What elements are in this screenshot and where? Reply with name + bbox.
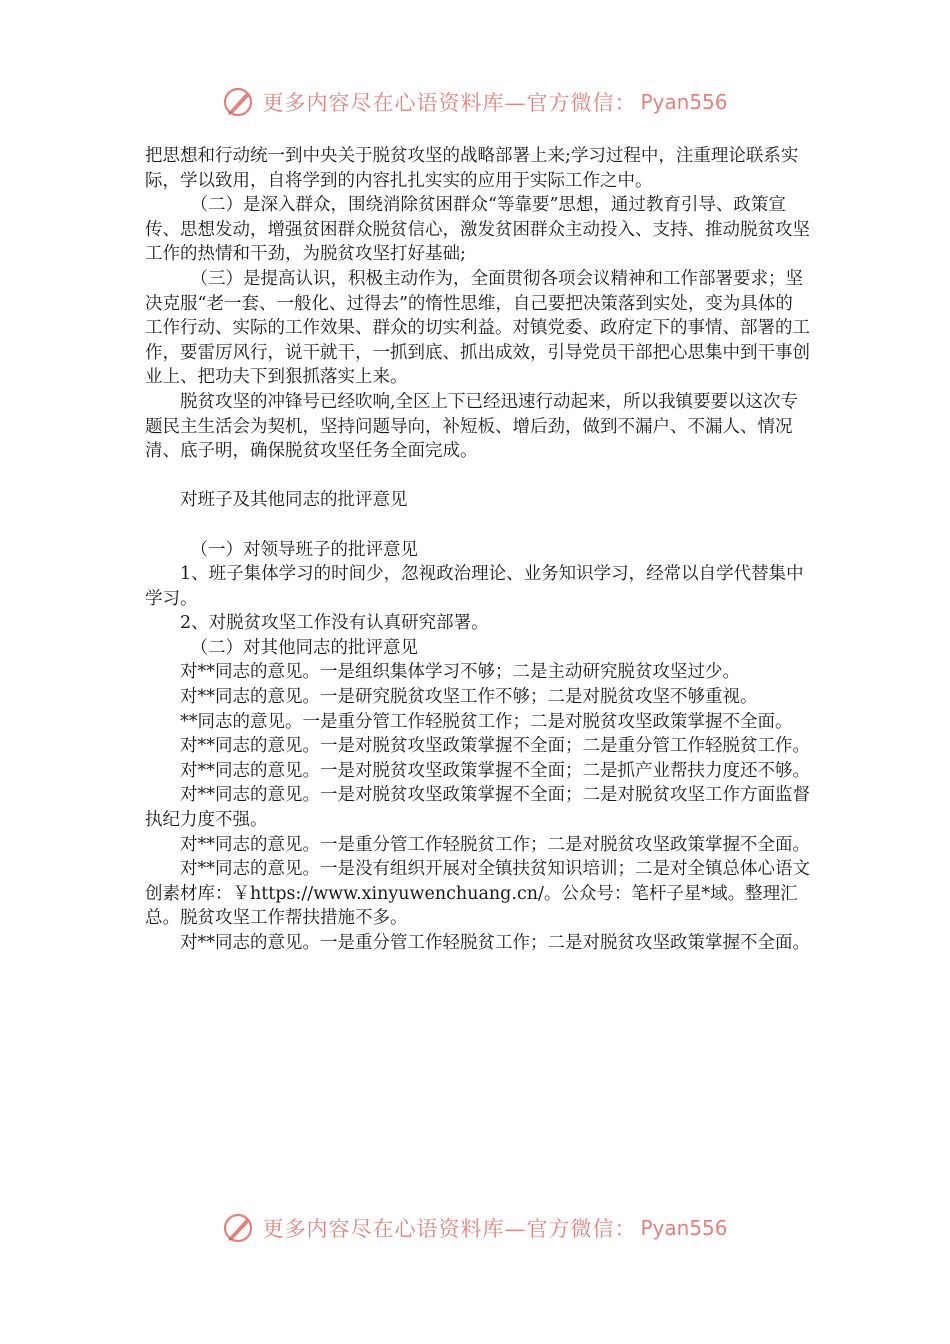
list-item: 对**同志的意见。一是重分管工作轻脱贫工作；二是对脱贫攻坚政策掌握不全面。: [180, 834, 810, 855]
paragraph: 脱贫攻坚的冲锋号已经吹响,全区上下已经迅速行动起来，所以我镇要要以这次专题民主生活会为契机，坚持问题导向，补短板、增后劲，做到不漏户、不漏人、情况清、底子明，确保脱贫攻坚任务全面完成。: [145, 391, 799, 462]
watermark-text: 更多内容尽在心语资料库—官方微信：: [262, 91, 637, 115]
list-item: 对**同志的意见。一是研究脱贫攻坚工作不够；二是对脱贫攻坚不够重视。: [180, 687, 758, 708]
watermark-text: 更多内容尽在心语资料库—官方微信：: [262, 1217, 637, 1241]
watermark-banner-bottom: [0, 1208, 950, 1248]
watermark-id: Pyan556: [640, 1216, 728, 1240]
pen-logo-icon: [222, 85, 256, 119]
list-item: 对**同志的意见。一是对脱贫攻坚政策掌握不全面；二是抓产业帮扶力度还不够。: [180, 760, 810, 781]
list-item: 对**同志的意见。一是重分管工作轻脱贫工作；二是对脱贫攻坚政策掌握不全面。: [180, 933, 810, 953]
list-item: 1、班子集体学习的时间少，忽视政治理论、业务知识学习，经常以自学代替集中学习。: [145, 564, 804, 609]
list-item: 2、对脱贫攻坚工作没有认真研究部署。: [180, 613, 489, 634]
document-body: [145, 144, 810, 956]
pen-logo-icon: [222, 1211, 256, 1245]
paragraph: （二）是深入群众，围绕消除贫困群众“等靠要”思想，通过教育引导、政策宣传、思想发动，增强贫困群众脱贫信心，激发贫困群众主动投入、支持、推动脱贫攻坚工作的热情和干劲，为脱贫攻坚打好基础;: [145, 195, 810, 265]
list-item: **同志的意见。一是重分管工作轻脱贫工作；二是对脱贫攻坚政策掌握不全面。: [180, 711, 793, 732]
paragraph: （三）是提高认识，积极主动作为，全面贯彻各项会议精神和工作部署要求；坚决克服“老一套、一般化、过得去”的惰性思维，自己要把决策落到实处，变为具体的工作行动、实际的工作效果、群众的切实利益。对镇党委、政府定下的事情、部署的工作，要雷厉风行，说干就干，一抓到底、抓出成效，引导党员干部把心思集中到干事创业上、把功夫下到狠抓落实上来。: [145, 268, 810, 388]
subheading: （二）对其他同志的批评意见: [190, 637, 418, 658]
list-item: 对**同志的意见。一是对脱贫攻坚政策掌握不全面；二是对脱贫攻坚工作方面监督执纪力度不强。: [145, 785, 810, 831]
section-heading: 对班子及其他同志的批评意见: [180, 490, 408, 511]
list-item: 对**同志的意见。一是对脱贫攻坚政策掌握不全面；二是重分管工作轻脱贫工作。: [180, 736, 810, 757]
list-item: 对**同志的意见。一是没有组织开展对全镇扶贫知识培训；二是对全镇总体心语文创素材库：￥https://www.xinyuwenchuang.cn/。公众号：笔杆子星*域。整理汇总。脱贫攻坚工作帮扶措施不多。: [145, 859, 810, 929]
list-item: 对**同志的意见。一是组织集体学习不够；二是主动研究脱贫攻坚过少。: [180, 662, 740, 683]
watermark-id: Pyan556: [640, 90, 728, 114]
subheading: （一）对领导班子的批评意见: [190, 539, 418, 560]
paragraph: 把思想和行动统一到中央关于脱贫攻坚的战略部署上来;学习过程中，注重理论联系实际，学以致用，自将学到的内容扎扎实实的应用于实际工作之中。: [145, 146, 799, 191]
watermark-banner-top: [0, 82, 950, 122]
